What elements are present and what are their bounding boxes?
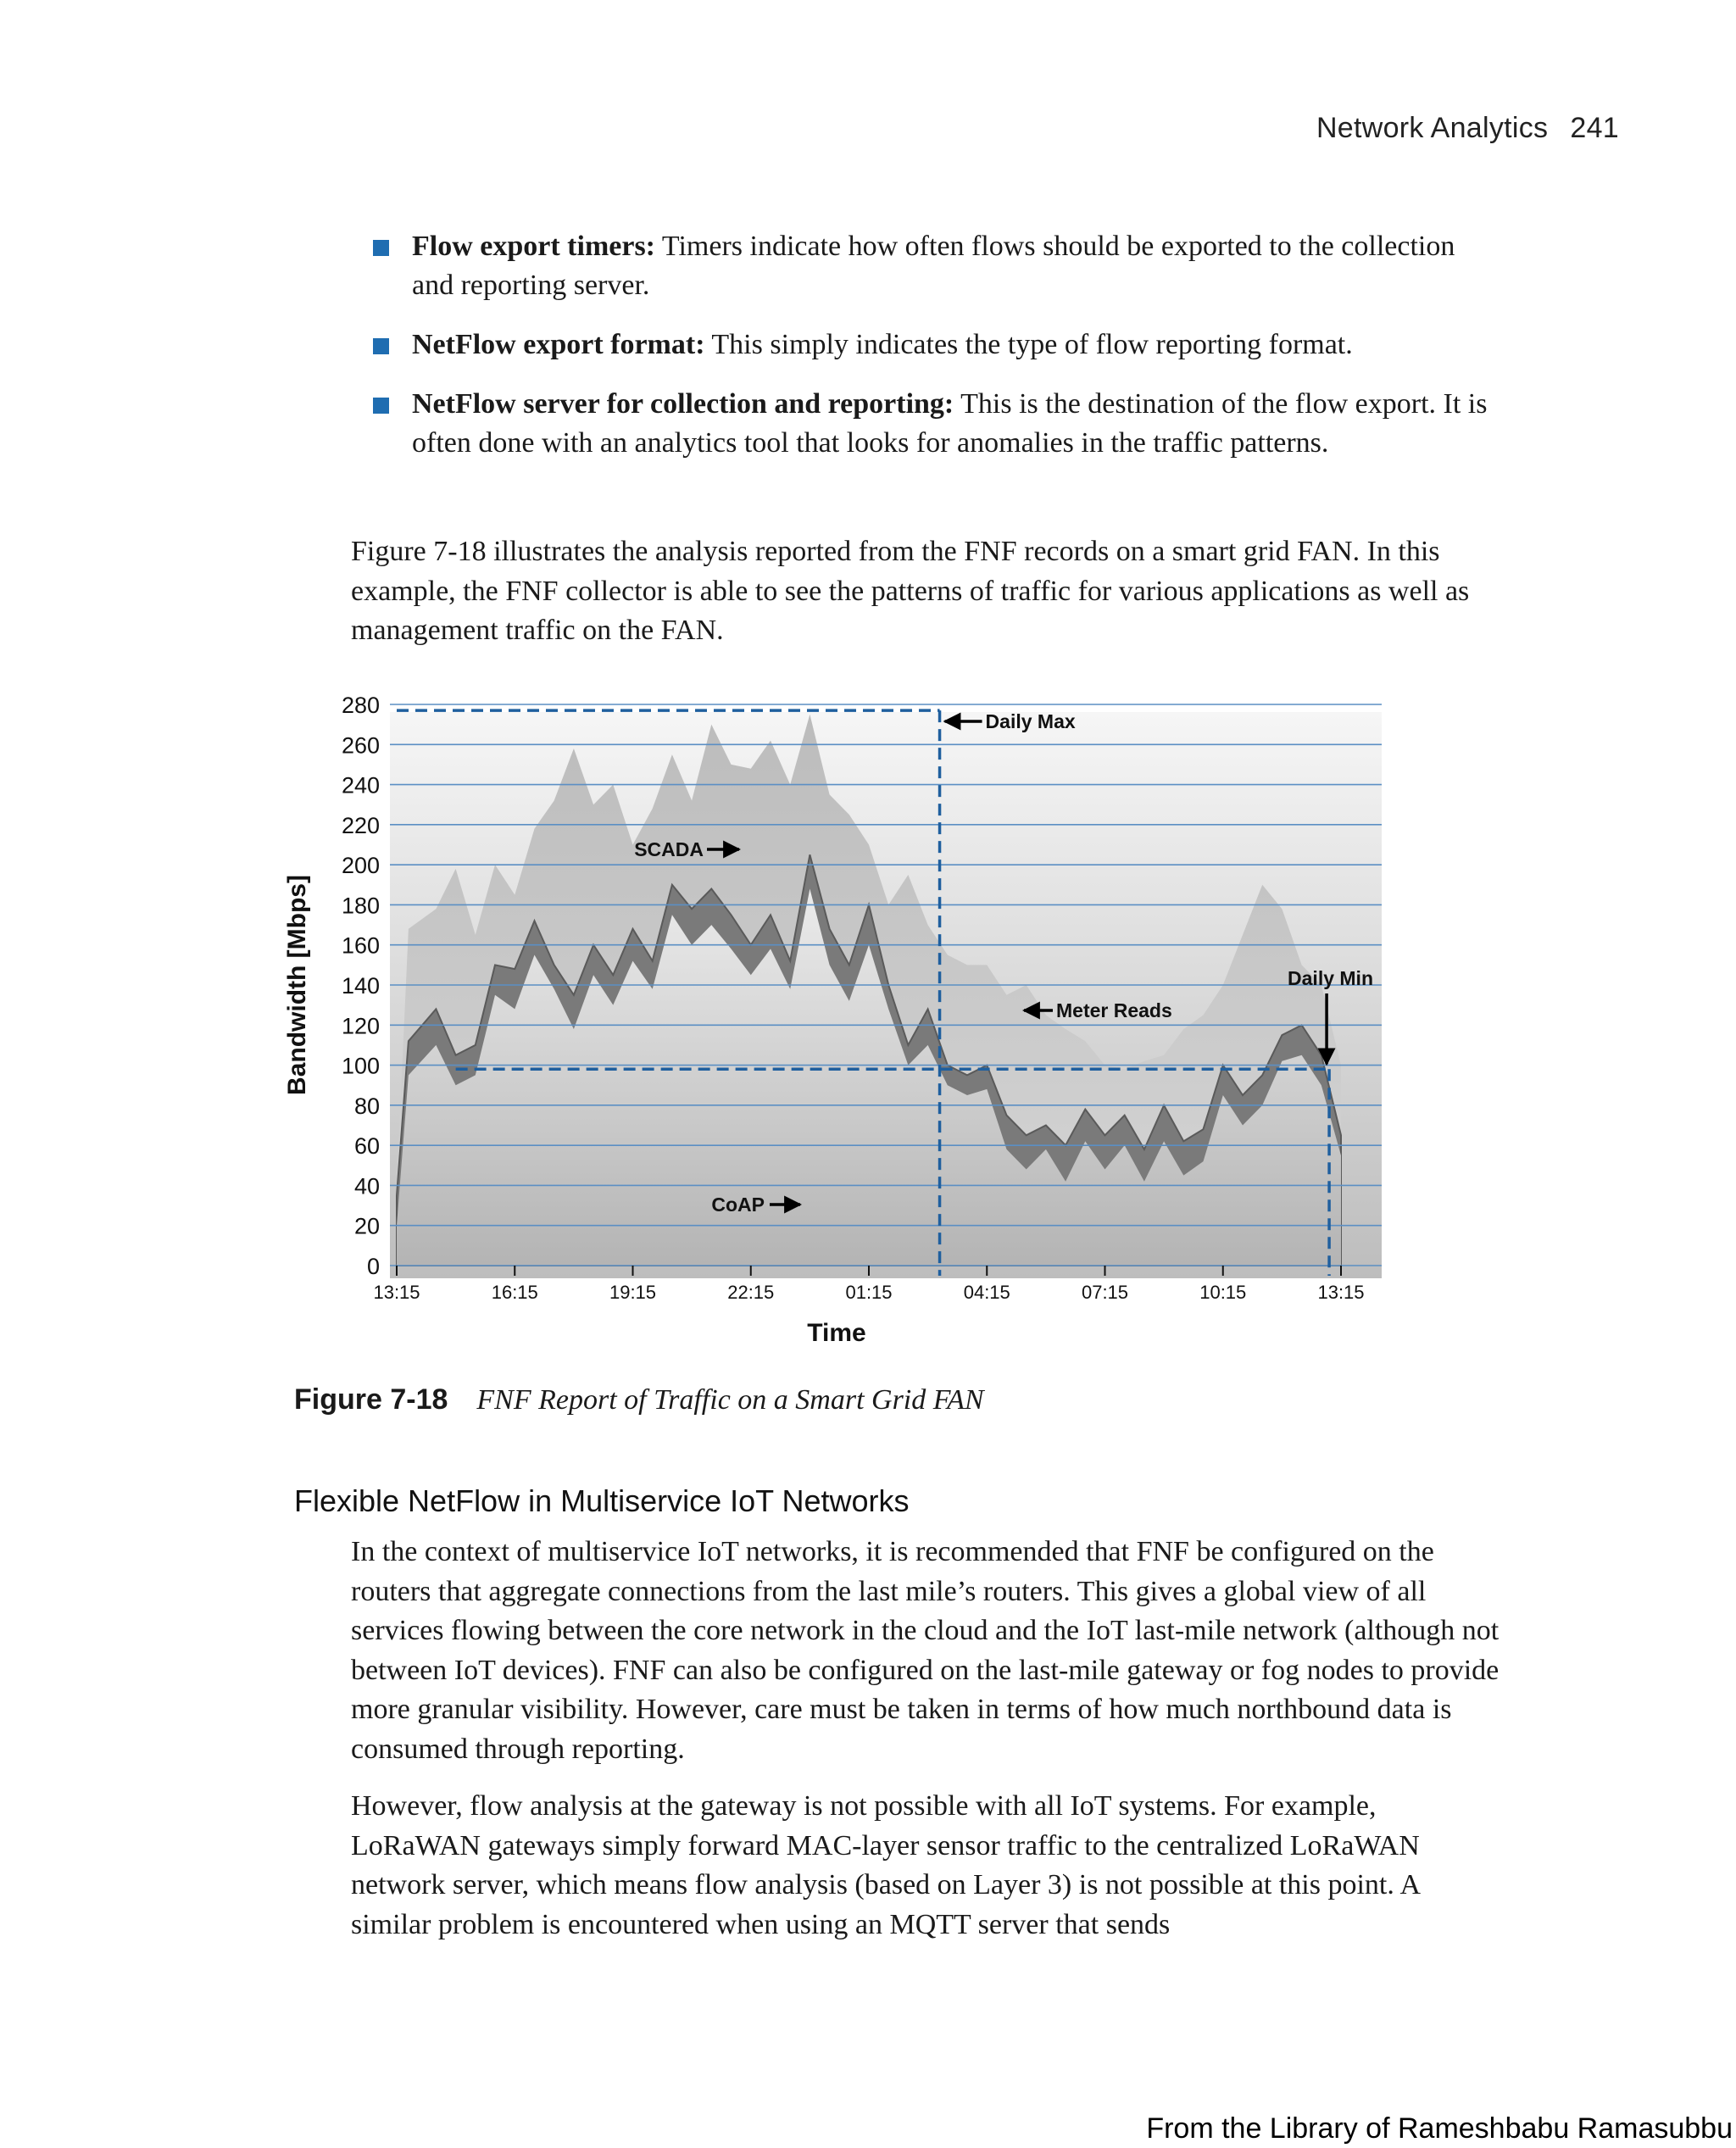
bullet-term: NetFlow server for collection and reporting:	[412, 388, 954, 420]
y-tick-label: 180	[341, 893, 380, 919]
body-paragraph: Figure 7-18 illustrates the analysis reported from the FNF records on a smart grid FAN. In this example, the FNF collector is able to see the patterns of traffic for various applications as well as management traffic on the FAN.	[351, 536, 1470, 646]
bullet-text: Timers indicate how often flows should be exported to the collection and reporting server.	[412, 231, 1455, 301]
figure-caption-text: FNF Report of Traffic on a Smart Grid FAN	[476, 1384, 984, 1416]
x-tick-label: 01:15	[845, 1282, 893, 1303]
x-tick-label: 07:15	[1081, 1282, 1129, 1303]
figure-number: Figure 7-18	[294, 1383, 448, 1416]
daily-min-label: Daily Min	[1288, 967, 1373, 989]
y-tick-label: 140	[341, 973, 380, 999]
y-axis-label: Bandwidth [Mbps]	[283, 875, 311, 1095]
bullet-square-icon	[373, 240, 389, 256]
x-tick-label: 16:15	[491, 1282, 538, 1303]
y-tick-label: 120	[341, 1013, 380, 1039]
y-tick-label: 80	[353, 1093, 380, 1119]
meter-reads-label: Meter Reads	[1056, 999, 1172, 1021]
running-head	[1316, 112, 1619, 145]
x-tick-label: 10:15	[1199, 1282, 1247, 1303]
library-footer-note: From the Library of Rameshbabu Ramasubbu	[1146, 2112, 1733, 2145]
bullet-text: This is the destination of the flow export. It is often done with an analytics tool that looks for anomalies in the traffic patterns.	[412, 388, 1488, 459]
y-tick-label: 260	[341, 732, 380, 759]
bullet-term: Flow export timers:	[412, 231, 656, 262]
bullet-list	[370, 227, 1488, 483]
scada-label: SCADA	[634, 838, 704, 860]
bullet-item	[370, 227, 1488, 305]
y-tick-label: 200	[341, 853, 380, 879]
y-tick-label: 220	[341, 812, 380, 838]
bandwidth-chart	[280, 687, 1399, 1373]
y-tick-label: 40	[353, 1173, 380, 1199]
y-tick-label: 280	[341, 693, 380, 718]
y-tick-label: 160	[341, 932, 380, 959]
page-number: 241	[1570, 112, 1619, 144]
daily-max-label: Daily Max	[985, 710, 1076, 732]
x-tick-label: 22:15	[727, 1282, 775, 1303]
y-tick-label: 100	[341, 1053, 380, 1079]
bullet-item	[370, 385, 1488, 463]
bullet-text: This simply indicates the type of flow reporting format.	[704, 329, 1353, 360]
running-head-section: Network Analytics	[1316, 112, 1549, 144]
figure-caption	[294, 1383, 984, 1416]
y-tick-label: 0	[366, 1254, 380, 1279]
coap-label: CoAP	[711, 1194, 765, 1216]
bullet-square-icon	[373, 338, 389, 354]
x-tick-label: 19:15	[609, 1282, 657, 1303]
section-heading: Flexible NetFlow in Multiservice IoT Networks	[294, 1483, 910, 1518]
bullet-term: NetFlow export format:	[412, 329, 705, 360]
bullet-square-icon	[373, 398, 389, 414]
y-tick-label: 60	[353, 1133, 380, 1160]
x-tick-label: 13:15	[373, 1282, 420, 1303]
body-paragraph: However, flow analysis at the gateway is not possible with all IoT systems. For example, LoRaWAN gateways simply forward MAC-layer sensor traffic to the centralized LoRaWAN network server, which means flow analysis (based on Layer 3) is not possible at this point. A similar problem is encountered when using an MQTT server that sends	[351, 1790, 1420, 1940]
x-tick-label: 13:15	[1317, 1282, 1365, 1303]
bullet-item	[370, 326, 1488, 364]
body-paragraph: In the context of multiservice IoT networks, it is recommended that FNF be configured on the routers that aggregate connections from the last mile’s routers. This gives a global view of all services flowing between the core network in the cloud and the IoT last-mile network (although not between IoT devices). FNF can also be configured on the last-mile gateway or fog nodes to provide more granular visibility. However, care must be taken in terms of how much northbound data is consumed through reporting.	[351, 1536, 1500, 1765]
x-tick-label: 04:15	[963, 1282, 1010, 1303]
y-axis	[342, 693, 380, 1279]
y-tick-label: 20	[353, 1213, 380, 1239]
y-tick-label: 240	[341, 772, 380, 799]
x-axis-label: Time	[807, 1319, 866, 1347]
